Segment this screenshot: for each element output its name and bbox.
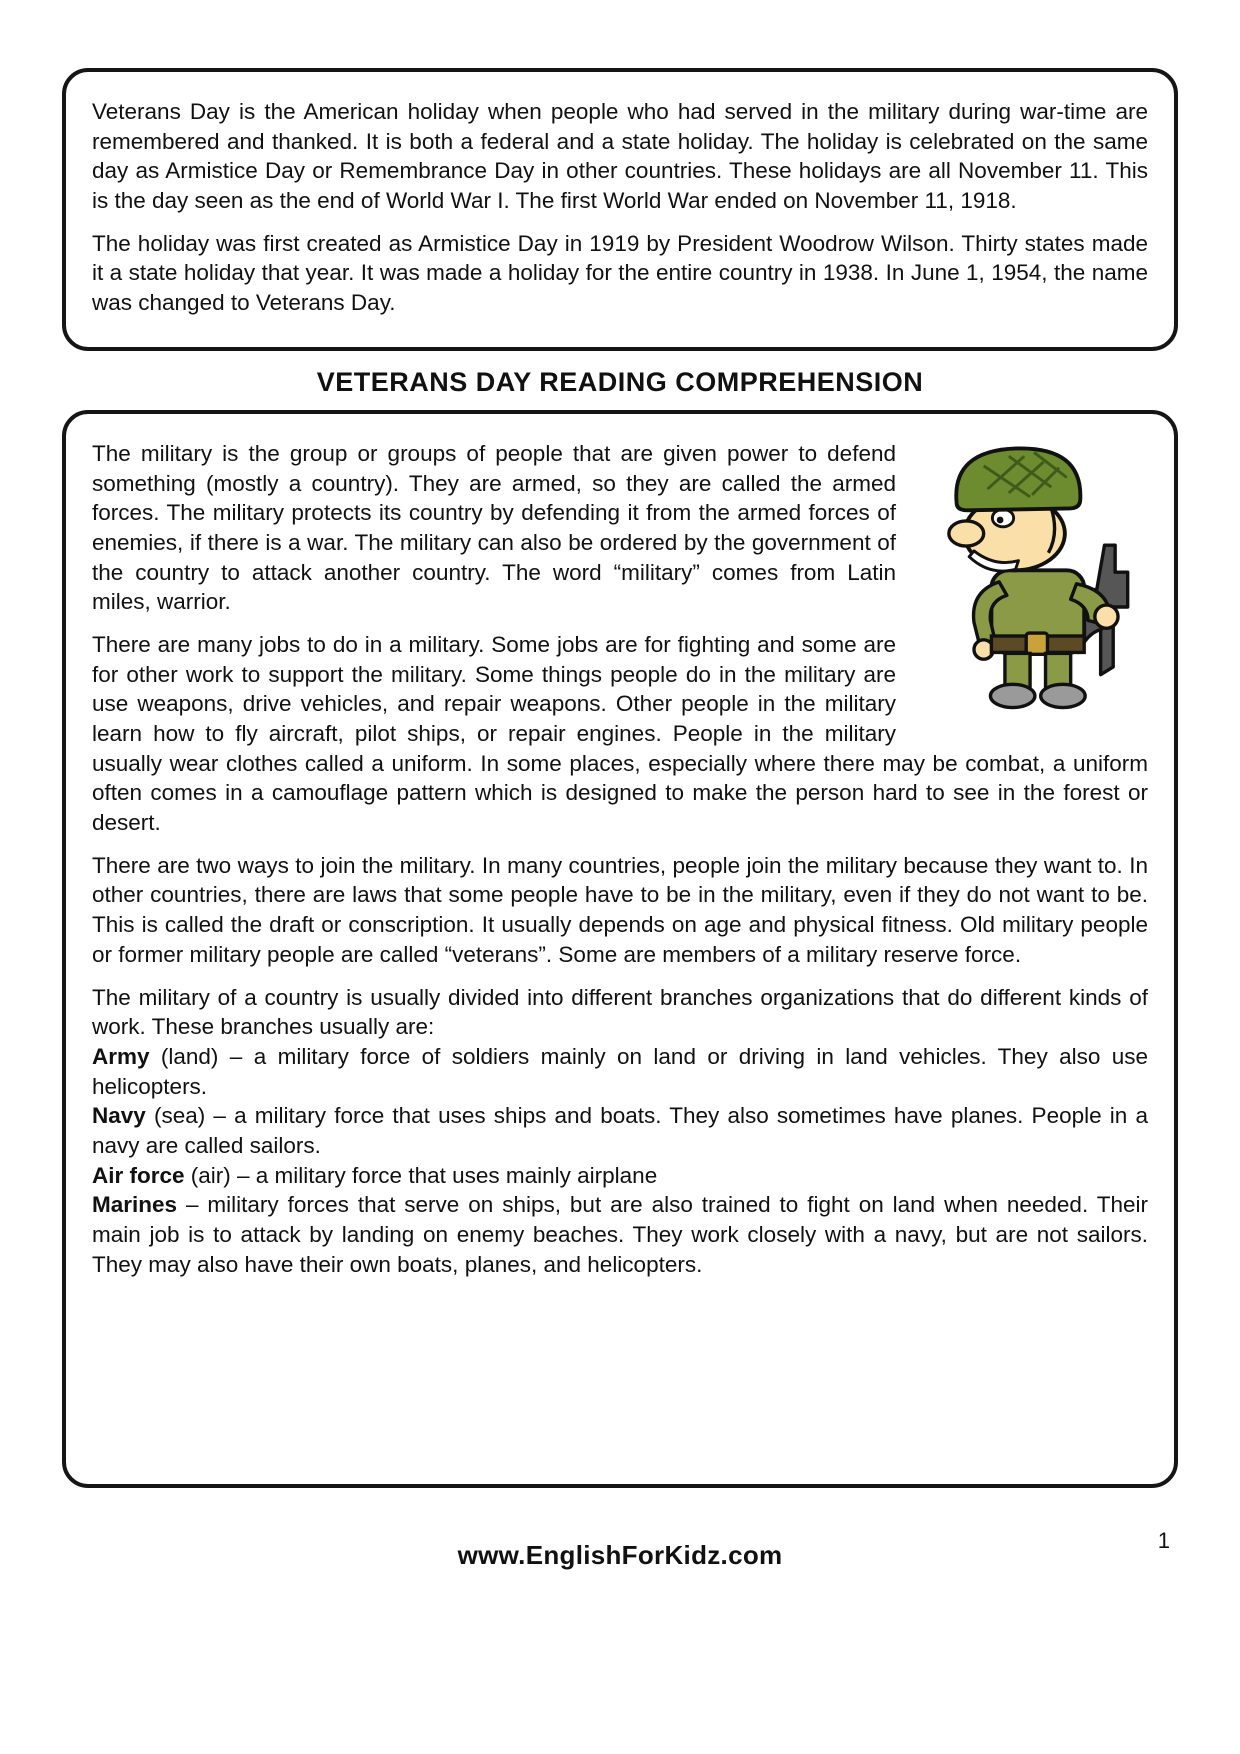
branch-navy-term: Navy — [92, 1103, 146, 1129]
main-paragraph-2: There are many jobs to do in a military. Some jobs are for fighting and some are for other work to support the military. Some things people do in the military are use weapons, drive vehicles, and repair weapons. Other people in the military learn how to fly aircraft, pilot ships, or repair engines. People in the military usually wear clothes called a uniform. In some places, especially where there may be combat, a uniform often comes in a camouflage pattern which is designed to make the person hard to see in the forest or desert. — [92, 631, 1148, 836]
branch-air-force-description: (air) – a military force that uses mainly airplane — [184, 1162, 658, 1188]
branch-army-description: (land) – a military force of soldiers mainly on land or driving in land vehicles. They also use helicopters. — [92, 1043, 1148, 1099]
branch-air-force — [92, 1161, 1148, 1191]
branch-navy-description: (sea) – a military force that uses ships and boats. They also sometimes have planes. People in a navy are called sailors. — [92, 1103, 1148, 1158]
branch-marines-description: – military forces that serve on ships, but are also trained to fight on land when needed. Their main job is to attack by landing on enemy beaches. They work closely with a navy, but are not sailors. They may also have their own boats, planes, and helicopters. — [92, 1192, 1148, 1277]
branch-army-term: Army — [92, 1043, 150, 1069]
branch-marines-term: Marines — [92, 1192, 178, 1218]
soldier-cartoon-icon — [916, 428, 1148, 728]
footer-site-url: www.EnglishForKidz.com — [457, 1540, 783, 1570]
intro-text-box — [62, 68, 1178, 351]
branch-navy — [92, 1101, 1148, 1160]
main-paragraph-1: The military is the group or groups of people that are given power to defend something (mostly a country). They are armed, so they are called the armed forces. The military protects its country by defending it from the armed forces of enemies, if there is a war. The military can also be ordered by the government of the country to attack another country. The word “military” comes from Latin miles, warrior. — [92, 440, 896, 615]
main-text-box — [62, 410, 1178, 1488]
page-title: VETERANS DAY READING COMPREHENSION — [316, 366, 924, 397]
branches-intro: The military of a country is usually divided into different branches organizations that do different kinds of work. These branches usually are: — [92, 984, 1148, 1040]
branch-army — [92, 1042, 1148, 1101]
main-paragraph-3: There are two ways to join the military. In many countries, people join the military because they want to. In other countries, there are laws that some people have to be in the military, even if they do not want to be. This is called the draft or conscription. It usually depends on age and physical fitness. Old military people or former military people are called “veterans”. Some are members of a military reserve force. — [92, 852, 1148, 967]
page-number: 1 — [1157, 1528, 1170, 1553]
branch-marines — [92, 1190, 1148, 1279]
intro-paragraph-2: The holiday was first created as Armistice Day in 1919 by President Woodrow Wilson. Thirty states made it a state holiday that year. It was made a holiday for the entire country in 1938. In June 1, 1954, the name was changed to Veterans Day. — [92, 230, 1148, 316]
intro-paragraph-1: Veterans Day is the American holiday when people who had served in the military during war-time are remembered and thanked. It is both a federal and a state holiday. The holiday is celebrated on the same day as Armistice Day or Remembrance Day in other countries. These holidays are all November 11. This is the day seen as the end of World War I. The first World War ended on November 11, 1918. — [92, 99, 1148, 214]
branch-air-force-term: Air force — [92, 1162, 185, 1188]
branches-section — [92, 983, 1148, 1280]
soldier-cartoon-illustration — [916, 428, 1148, 728]
